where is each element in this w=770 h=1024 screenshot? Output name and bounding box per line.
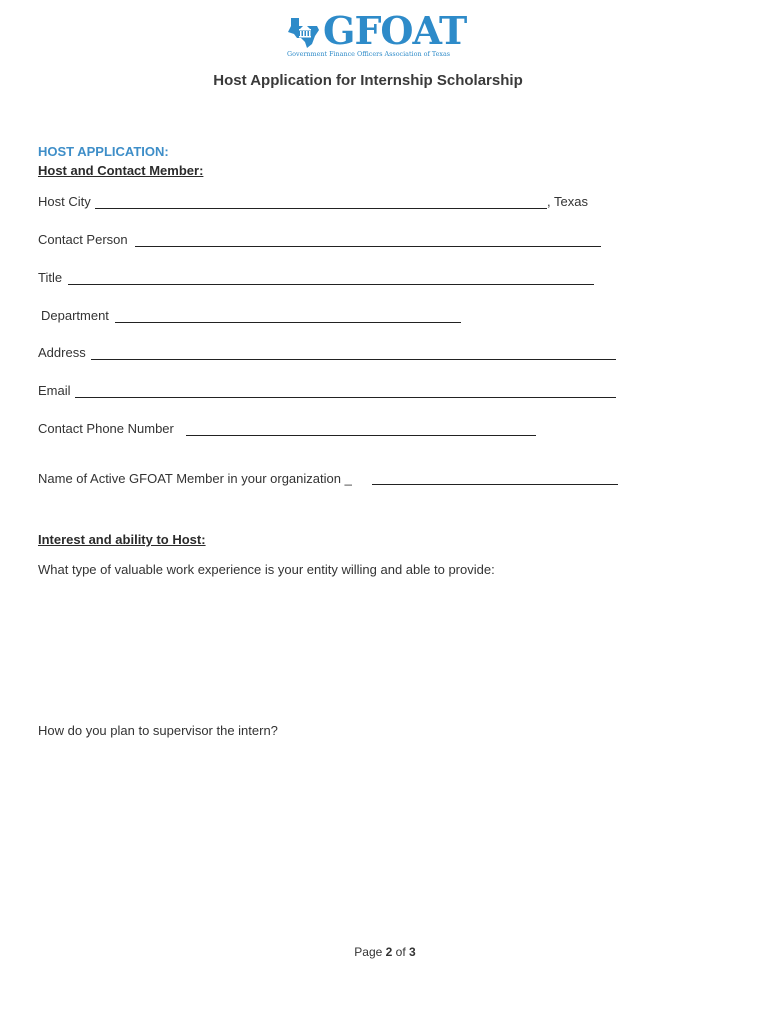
host-city-label: Host City xyxy=(38,194,91,209)
work-experience-question: What type of valuable work experience is your entity willing and able to provide: xyxy=(38,562,495,577)
department-label: Department xyxy=(41,308,109,323)
interest-heading: Interest and ability to Host: xyxy=(38,532,206,547)
total-pages: 3 xyxy=(409,945,416,959)
form-title: Host Application for Internship Scholarship xyxy=(213,72,523,89)
title-input-line[interactable] xyxy=(68,284,594,285)
gfoat-member-label: Name of Active GFOAT Member in your organization _ xyxy=(38,471,352,486)
page-word: Page xyxy=(354,945,383,959)
gfoat-member-input-line[interactable] xyxy=(372,484,618,485)
work-experience-answer-area[interactable] xyxy=(38,582,698,712)
email-input-line[interactable] xyxy=(75,397,616,398)
title-label: Title xyxy=(38,270,63,285)
logo-tagline: Government Finance Officers Association of Texas xyxy=(287,50,451,58)
host-contact-heading: Host and Contact Member: xyxy=(38,163,204,178)
address-input-line[interactable] xyxy=(91,359,616,360)
department-input-line[interactable] xyxy=(115,322,461,323)
supervision-answer-area[interactable] xyxy=(38,743,698,923)
supervision-question: How do you plan to supervisor the intern? xyxy=(38,723,278,738)
address-label: Address xyxy=(38,345,86,360)
logo-wordmark: GFOAT xyxy=(323,8,467,53)
phone-label: Contact Phone Number xyxy=(38,421,174,436)
page-number xyxy=(0,945,770,959)
host-city-suffix: , Texas xyxy=(547,194,588,209)
gfoat-logo xyxy=(285,8,470,60)
contact-person-label: Contact Person xyxy=(38,232,128,247)
email-label: Email xyxy=(38,383,71,398)
texas-capitol-icon xyxy=(285,14,323,50)
contact-person-input-line[interactable] xyxy=(135,246,601,247)
of-word: of xyxy=(395,945,406,959)
section-label: HOST APPLICATION: xyxy=(38,144,169,159)
phone-input-line[interactable] xyxy=(186,435,536,436)
current-page: 2 xyxy=(385,945,393,959)
host-city-input-line[interactable] xyxy=(95,208,547,209)
